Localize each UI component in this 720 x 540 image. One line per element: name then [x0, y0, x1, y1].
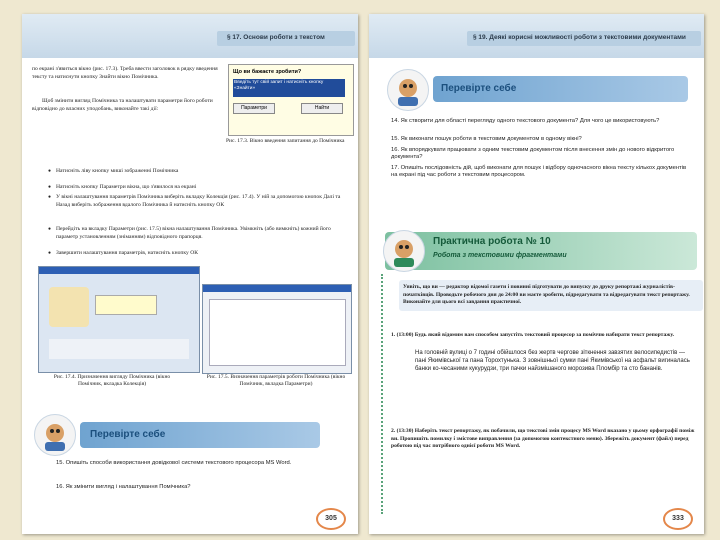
practical-title: Практична робота № 10: [433, 236, 551, 247]
left-intro-text: по екрані з'явиться вікно (рис. 17.3). Треба ввести заголовок в рядку введення тексту та натиснути кнопку Знайти вікно Помічника.: [32, 66, 218, 80]
left-bullet-1: ● Натисніть ліву кнопку миші зображенні Помічника: [56, 168, 246, 176]
right-question-17: 17. Опишіть послідовність дій, щоб виконати для пошук і відбору одночасного вікна тексту кількох документів на екрані під час роботи з текстовим процесором.: [391, 165, 687, 179]
fig4-titlebar: [39, 267, 199, 274]
assistant-image: [49, 287, 89, 327]
dialog-find-button[interactable]: Найти: [301, 103, 343, 114]
fig5-options-panel: [209, 299, 346, 366]
left-page: [22, 14, 358, 534]
figure-17-4: [38, 266, 200, 373]
task-1: 1. (13:00) Будь який відомим вам способом запустіть текстовий процесор за поміччю набирати текст репортажу.: [391, 332, 674, 338]
fig5-titlebar: [203, 285, 351, 292]
right-page: [369, 14, 704, 534]
right-question-14: 14. Як створити для області перегляду одного текстового документа? Для чого це використовують?: [391, 118, 660, 124]
practical-mascot-icon: [383, 230, 425, 272]
figure-17-5: [202, 284, 352, 374]
left-question-16: 16. Як змінити вигляд і налаштування Помічника?: [56, 484, 191, 490]
fig4-caption: Рис. 17.4. Призначення вигляду Помічника (вікно Помічник, вкладка Колекція): [53, 374, 171, 387]
left-bullet-5: ● Завершити налаштування параметрів, натисніть кнопку ОК: [56, 250, 346, 258]
right-page-number: 333: [663, 508, 693, 530]
left-bullet-2: ● Натисніть кнопку Параметри вікна, що з'явилося на екрані: [56, 184, 346, 192]
practical-margin-line: [381, 274, 383, 514]
right-question-15: 15. Як виконати пошук роботи в текстовим документом в одному вікні?: [391, 136, 582, 142]
left-header-title: § 17. Основи роботи з текстом: [227, 34, 325, 41]
left-bullet-4: ● Перейдіть на вкладку Параметри (рис. 17.5) вікна налаштування Помічника. Увімкніть (або вимкніть) кожний його параметр установленням (зніманням) відповідного прапорця.: [56, 226, 346, 241]
right-header-title: § 19. Деякі корисні можливості роботи з текстовими документами: [473, 34, 686, 41]
dialog-query-input[interactable]: Введіть тут свій запит і натисніть кнопку «Знайти»: [233, 79, 345, 97]
dialog-params-button[interactable]: Параметри: [233, 103, 275, 114]
right-question-16: 16. Як впорядкувати працювати з одним текстовим документом після внесення змін до нового відкритого документа?: [391, 147, 675, 161]
task-2: 2. (13:30) Наберіть текст репортажу, як побачили, що текстові змін процесу MS Word вказано у цьому орфографії поміж ви. Пропишіть помилку і змістове виправлення (за допомогою контекстного меню). Збережіть документ (файл) перед роботою під час потрібного однієї роботи MS Word.: [391, 428, 695, 449]
practical-subtitle: Робота з текстовими фрагментами: [433, 252, 567, 259]
left-check-title: Перевірте себе: [90, 429, 166, 440]
dialog-question: Що ви бажаєте зробити?: [233, 69, 302, 75]
left-bullet-3: ● У вікні налаштування параметрів Помічника виберіть вкладку Колекція (рис. 17.4). У ній за допомогою кнопок Далі та Назад виберіть зображення вдалого Помічника й натисніть кнопку ОК: [56, 194, 346, 209]
left-question-15: 15. Опишіть способи використання довідкової системи текстового процесора MS Word.: [56, 460, 292, 466]
left-page-header: [22, 14, 358, 58]
task-1-text: На головній вулиці о 7 годині обійшлося без жертв чергове зіткнення завзятих велосипедистів — пані Якимівської та пана Торохтунька. З зовнішньої сумки пані Якимівської на асфальт вигиналась банки ко-чесаними кукурудзи, три пачки найзмішаного морозива Пломбір та сто бананів.: [415, 350, 690, 372]
fig4-balloon: [95, 295, 157, 315]
task-intro-box: Уявіть, що ви — редактор відомої газети і повинні підготувати до випуску до друку репортажі журналістів-початківців. Проводьте робочого дня до 24:00 ви маєте зробити, підредагувати та відредагувати текст репортажу. Виконайте для цього всі завдання практичної.: [399, 280, 703, 311]
left-mascot-icon: [34, 414, 76, 456]
fig4-description-area: [49, 339, 189, 359]
right-mascot-icon: [387, 69, 429, 111]
right-check-title: Перевірте себе: [441, 83, 517, 94]
left-intro2-text: Щоб змінити вигляд Помічника та налаштувати параметри його роботи відповідно до власних уподобань, виконайте такі дії:: [32, 98, 213, 112]
fig3-caption: Рис. 17.3. Вікно введення запитання до Помічника: [226, 138, 345, 144]
figure-17-3: [228, 64, 354, 136]
left-page-number: 305: [316, 508, 346, 530]
right-page-header: [369, 14, 704, 58]
fig5-caption: Рис. 17.5. Визначення параметрів роботи Помічника (вікно Помічник, вкладка Параметри): [206, 374, 346, 387]
